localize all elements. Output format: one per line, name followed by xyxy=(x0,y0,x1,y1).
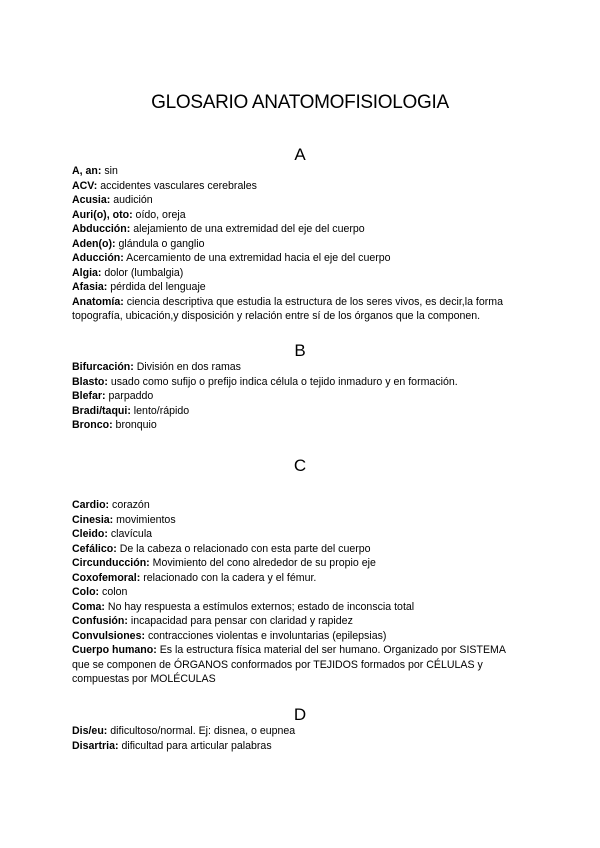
entry-definition: dolor (lumbalgia) xyxy=(101,266,184,279)
section-heading-b: B xyxy=(294,341,306,360)
entry-term: Confusión: xyxy=(72,615,128,627)
entry-term: Convulsiones: xyxy=(72,629,145,642)
glossary-entry xyxy=(72,585,532,600)
entry-definition: relacionado con la cadera y el fémur. xyxy=(140,571,317,584)
entry-term: Cinesia: xyxy=(72,513,114,526)
entry-term: Cardio: xyxy=(72,499,110,511)
entry-definition: lento/rápido xyxy=(130,404,190,417)
entry-definition: oído, oreja xyxy=(132,208,186,221)
entry-term: Colo: xyxy=(72,586,100,598)
entry-term: ACV: xyxy=(72,179,98,192)
glossary-entry xyxy=(72,404,532,419)
section-a-entries xyxy=(72,164,532,324)
entry-definition: dificultoso/normal. Ej: disnea, o eupnea xyxy=(107,725,296,737)
glossary-entry xyxy=(72,208,532,223)
section-heading-d: D xyxy=(293,705,307,724)
entry-definition: colon xyxy=(99,586,128,598)
entry-definition: sin xyxy=(101,165,118,177)
page-title: GLOSARIO ANATOMOFISIOLOGIA xyxy=(151,92,449,113)
glossary-entry xyxy=(72,295,530,324)
entry-definition: Es la estructura física material del ser humano. Organizado por SISTEMA que se componen de ÓRGANOS conformados por TEJIDOS formados por CÉLULAS y compuestas por MOLÉCULAS xyxy=(72,644,506,685)
glossary-entry xyxy=(72,237,532,252)
entry-definition: parpaddo xyxy=(105,390,154,402)
entry-definition: alejamiento de una extremidad del eje del cuerpo xyxy=(130,223,365,235)
glossary-entry xyxy=(72,614,532,629)
entry-term: Coxofemoral: xyxy=(72,571,141,584)
entry-definition: Acercamiento de una extremidad hacia el eje del cuerpo xyxy=(123,252,391,264)
entry-definition: De la cabeza o relacionado con esta parte del cuerpo xyxy=(116,542,371,555)
glossary-entry xyxy=(72,513,532,528)
glossary-entry xyxy=(72,739,532,754)
glossary-entry xyxy=(72,266,532,281)
entry-term: Disartria: xyxy=(72,739,119,752)
entry-term: Cleido: xyxy=(72,528,108,540)
glossary-entry xyxy=(72,251,532,266)
glossary-entry xyxy=(72,556,532,571)
glossary-entry xyxy=(72,571,532,586)
glossary-entry xyxy=(72,280,532,295)
entry-definition: movimientos xyxy=(113,513,176,526)
entry-definition: glándula o ganglio xyxy=(115,237,205,250)
entry-term: Acusia: xyxy=(72,194,111,206)
entry-definition: División en dos ramas xyxy=(133,361,241,373)
entry-term: Dis/eu: xyxy=(72,725,108,737)
entry-definition: ciencia descriptiva que estudia la estructura de los seres vivos, es decir,la forma topografía, ubicación,y disposición y relación entre sí de los órganos que la componen. xyxy=(72,295,503,322)
glossary-entry xyxy=(72,629,532,644)
glossary-entry xyxy=(72,193,532,208)
glossary-entry xyxy=(72,179,532,194)
entry-definition: clavícula xyxy=(107,528,153,540)
entry-term: Cefálico: xyxy=(72,542,117,555)
entry-definition: pérdida del lenguaje xyxy=(107,281,206,293)
entry-term: Cuerpo humano: xyxy=(72,644,157,656)
entry-term: Auri(o), oto: xyxy=(72,208,133,221)
glossary-entry xyxy=(72,600,532,615)
glossary-entry xyxy=(72,724,532,739)
entry-definition: dificultad para articular palabras xyxy=(118,739,272,752)
entry-definition: No hay respuesta a estímulos externos; estado de inconscia total xyxy=(104,600,415,613)
entry-term: Blasto: xyxy=(72,375,108,388)
section-d-entries xyxy=(72,724,532,753)
entry-definition: corazón xyxy=(109,499,150,511)
glossary-entry xyxy=(72,389,532,404)
entry-term: Coma: xyxy=(72,600,105,613)
glossary-entry xyxy=(72,164,532,179)
entry-term: Bradi/taqui: xyxy=(72,404,131,417)
entry-term: Bifurcación: xyxy=(72,361,134,373)
glossary-entry xyxy=(72,360,532,375)
glossary-entry xyxy=(72,498,532,513)
entry-definition: contracciones violentas e involuntarias (epilepsias) xyxy=(145,629,387,642)
entry-term: Circunducción: xyxy=(72,557,150,569)
section-b-entries xyxy=(72,360,532,433)
glossary-entry xyxy=(72,418,532,433)
entry-definition: Movimiento del cono alrededor de su propio eje xyxy=(149,557,376,569)
section-c-entries xyxy=(72,498,532,687)
entry-definition: incapacidad para pensar con claridad y rapidez xyxy=(127,615,353,627)
entry-definition: usado como sufijo o prefijo indica célula o tejido inmaduro y en formación. xyxy=(107,375,458,388)
section-heading-a: A xyxy=(294,145,306,164)
entry-definition: bronquio xyxy=(112,419,157,431)
entry-term: Algia: xyxy=(72,266,102,279)
entry-term: Afasia: xyxy=(72,281,108,293)
entry-term: Blefar: xyxy=(72,390,106,402)
glossary-entry xyxy=(72,643,512,687)
glossary-entry xyxy=(72,375,532,390)
glossary-entry xyxy=(72,527,532,542)
entry-definition: accidentes vasculares cerebrales xyxy=(97,179,257,192)
entry-term: A, an: xyxy=(72,165,102,177)
glossary-entry xyxy=(72,542,532,557)
entry-term: Aducción: xyxy=(72,252,124,264)
entry-term: Aden(o): xyxy=(72,237,116,250)
entry-term: Abducción: xyxy=(72,223,131,235)
entry-definition: audición xyxy=(110,194,153,206)
section-heading-c: C xyxy=(293,456,307,475)
entry-term: Bronco: xyxy=(72,419,113,431)
glossary-entry xyxy=(72,222,532,237)
entry-term: Anatomía: xyxy=(72,295,124,308)
